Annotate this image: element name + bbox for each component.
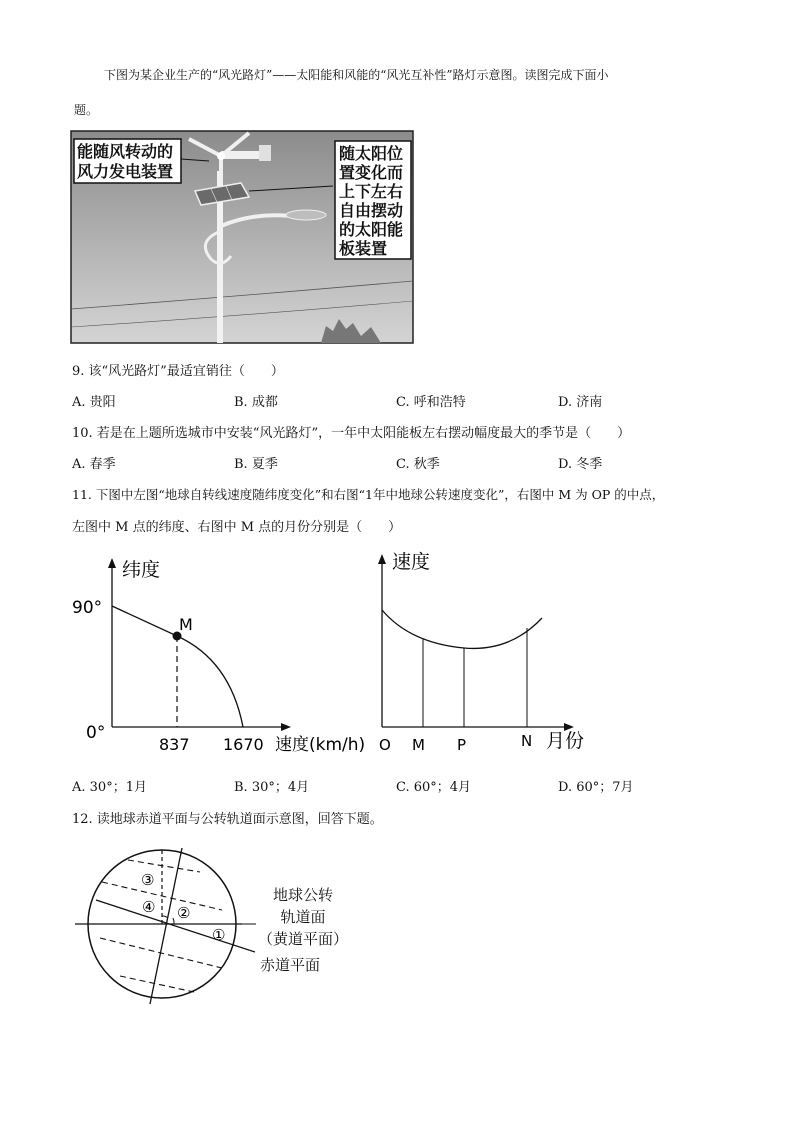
series-line <box>382 610 542 648</box>
q9-option-a[interactable]: A. 贵阳 <box>72 395 116 410</box>
q10-option-d[interactable]: D. 冬季 <box>558 457 603 472</box>
question-11-stem-line1: 11. 下图中左图“地球自转线速度随纬度变化”和右图“1年中地球公转速度变化”，右图中 M 为 OP 的中点， <box>72 487 665 502</box>
y-tick-0: 0° <box>86 723 106 743</box>
orbit-plane-label: 地球公转 轨道面 （黄道平面） <box>258 886 349 948</box>
intro-line2: 题。 <box>74 103 99 117</box>
x-tick-n: N <box>521 732 533 750</box>
y-axis-label: 纬度 <box>122 559 161 581</box>
y-tick-90: 90° <box>72 598 103 618</box>
label-3: ③ <box>141 871 155 889</box>
x-tick-m: M <box>412 736 425 754</box>
q11-option-b[interactable]: B. 30°；4月 <box>234 780 310 795</box>
question-12-stem: 12. 读地球赤道平面与公转轨道面示意图，回答下题。 <box>72 812 383 827</box>
q11-option-a[interactable]: A. 30°；1月 <box>72 780 147 795</box>
polar-dashed-1 <box>128 860 200 872</box>
label-1: ① <box>212 926 226 944</box>
q10-option-c[interactable]: C. 秋季 <box>396 457 440 472</box>
label-2: ② <box>177 904 191 922</box>
equator-line <box>96 900 255 952</box>
question-9-stem: 9. 该“风光路灯”最适宜销往（ ） <box>72 364 284 379</box>
angle-arc-2 <box>162 916 168 918</box>
q11-option-d[interactable]: D. 60°；7月 <box>558 780 634 795</box>
x-tick-o: O <box>379 736 391 754</box>
intro-line1: 下图为某企业生产的“风光路灯”——太阳能和风能的“风光互补性”路灯示意图。读图完成下面小 <box>104 68 609 82</box>
q9-option-c[interactable]: C. 呼和浩特 <box>396 395 466 410</box>
question-10-stem: 10. 若是在上题所选城市中安装“风光路灯”，一年中太阳能板左右摆动幅度最大的季节是（ ） <box>72 426 631 441</box>
latitude-speed-chart <box>72 550 380 760</box>
label-4: ④ <box>142 898 156 916</box>
x-axis-label: 月份 <box>546 730 585 752</box>
x-axis-label: 速度(km/h) <box>275 735 366 755</box>
angle-arc <box>173 918 174 924</box>
q9-option-b[interactable]: B. 成都 <box>234 395 278 410</box>
orbit-speed-chart <box>370 548 600 760</box>
y-axis-arrow <box>108 558 116 568</box>
x-axis-arrow <box>281 723 291 731</box>
q10-option-a[interactable]: A. 春季 <box>72 457 116 472</box>
point-m-label: M <box>179 615 193 634</box>
question-11-stem-line2: 左图中 M 点的纬度、右图中 M 点的月份分别是（ ） <box>72 520 402 535</box>
q9-option-d[interactable]: D. 济南 <box>558 395 603 410</box>
tropic-dashed-2 <box>100 938 222 968</box>
equator-plane-label: 赤道平面 <box>260 956 321 974</box>
polar-dashed-2 <box>120 976 194 992</box>
x-tick-p: P <box>457 736 467 754</box>
y-axis-arrow <box>378 554 386 564</box>
x-tick-837: 837 <box>159 735 190 754</box>
q11-option-c[interactable]: C. 60°；4月 <box>396 780 472 795</box>
solar-device-label: 随太阳位 置变化而 上下左右 自由摆动 的太阳能 板装置 <box>339 144 404 258</box>
y-axis-label: 速度 <box>392 551 431 573</box>
q10-option-b[interactable]: B. 夏季 <box>234 457 278 472</box>
x-tick-1670: 1670 <box>223 735 264 754</box>
wind-device-label: 能随风转动的 风力发电装置 <box>77 142 174 181</box>
